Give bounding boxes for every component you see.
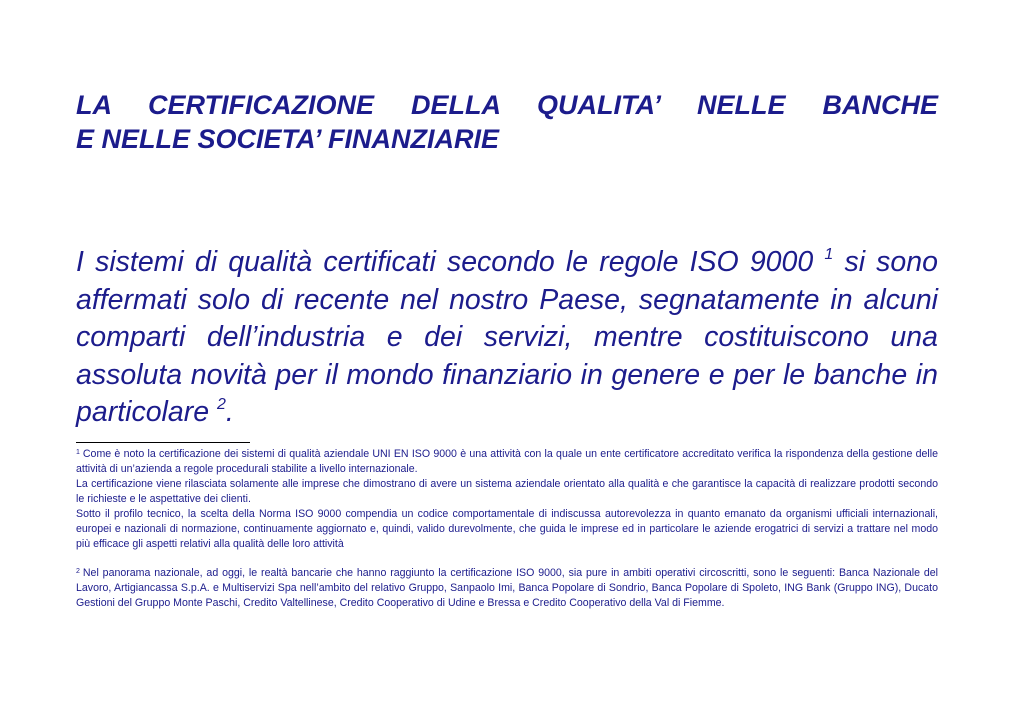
title-line-2: E NELLE SOCIETA’ FINANZIARIE [76, 124, 500, 154]
footnote-1-para-2: La certificazione viene rilasciata solamente alle imprese che dimostrano di avere un sistema aziendale orientato alla qualità e che garantisce la capacità di realizzare prodotti secondo le richieste e le aspettative dei clienti. [76, 477, 938, 505]
footnote-1-para-1 [76, 447, 938, 477]
document-page [76, 88, 938, 611]
footnote-2-text-1: Nel panorama nazionale, ad oggi, le realtà bancarie che hanno raggiunto la certificazione ISO 9000, sia pure in ambiti operativi circoscritti, sono le seguenti: Banca Nazionale del Lavoro, Artigiancassa S.p.A. e Multiservizi Spa nell’ambito del relativo Gruppo, Sanpaolo Imi, Banca Popolare di Sondrio, Banca Popolare di Spoleto, ING Bank (Gruppo ING), Ducato Gestioni del Gruppo Monte Paschi, Credito Valtellinese, Credito Cooperativo di Udine e Bressa e Credito Cooperativo della Val di Fiemme. [76, 566, 938, 609]
footnote-divider [76, 442, 250, 443]
footnote-1-mark: 1 [76, 448, 80, 456]
footnote-1-text-1: Come è noto la certificazione dei sistemi di qualità aziendale UNI EN ISO 9000 è una attività con la quale un ente certificatore accreditato verifica la rispondenza della gestione delle attività di un’azienda a regole procedurali stabilite a livello internazionale. [76, 447, 938, 475]
title-line-1: LA CERTIFICAZIONE DELLA QUALITA’ NELLE BANCHE [76, 90, 938, 120]
page-title [76, 88, 938, 156]
main-paragraph [76, 244, 938, 432]
footnotes [76, 447, 938, 611]
footnote-2-mark: 2 [76, 567, 80, 575]
footnote-ref-1: 1 [824, 246, 834, 263]
footnote-spacer [76, 552, 938, 566]
main-paragraph-part-2: si sono affermati solo di recente nel nostro Paese, segnatamente in alcuni comparti dell’industria e dei servizi, mentre costituiscono una assoluta novità per il mondo finanziario in genere e per le banche in particolare [76, 246, 938, 428]
footnote-ref-2: 2 [216, 396, 226, 413]
main-paragraph-part-3: . [225, 396, 234, 428]
footnote-2-para-1 [76, 566, 938, 611]
footnote-1-para-3: Sotto il profilo tecnico, la scelta della Norma ISO 9000 compendia un codice comportamentale di indiscussa autorevolezza in quanto emanato da organismi ufficiali internazionali, europei e nazionali di normazione, continuamente aggiornato e, quindi, valido durevolmente, che guida le imprese ed in particolare le aziende erogatrici di servizi a trattare nel modo più efficace gli aspetti relativi alla qualità delle loro attività [76, 507, 938, 550]
main-paragraph-part-1: I sistemi di qualità certificati secondo le regole ISO 9000 [76, 246, 825, 278]
